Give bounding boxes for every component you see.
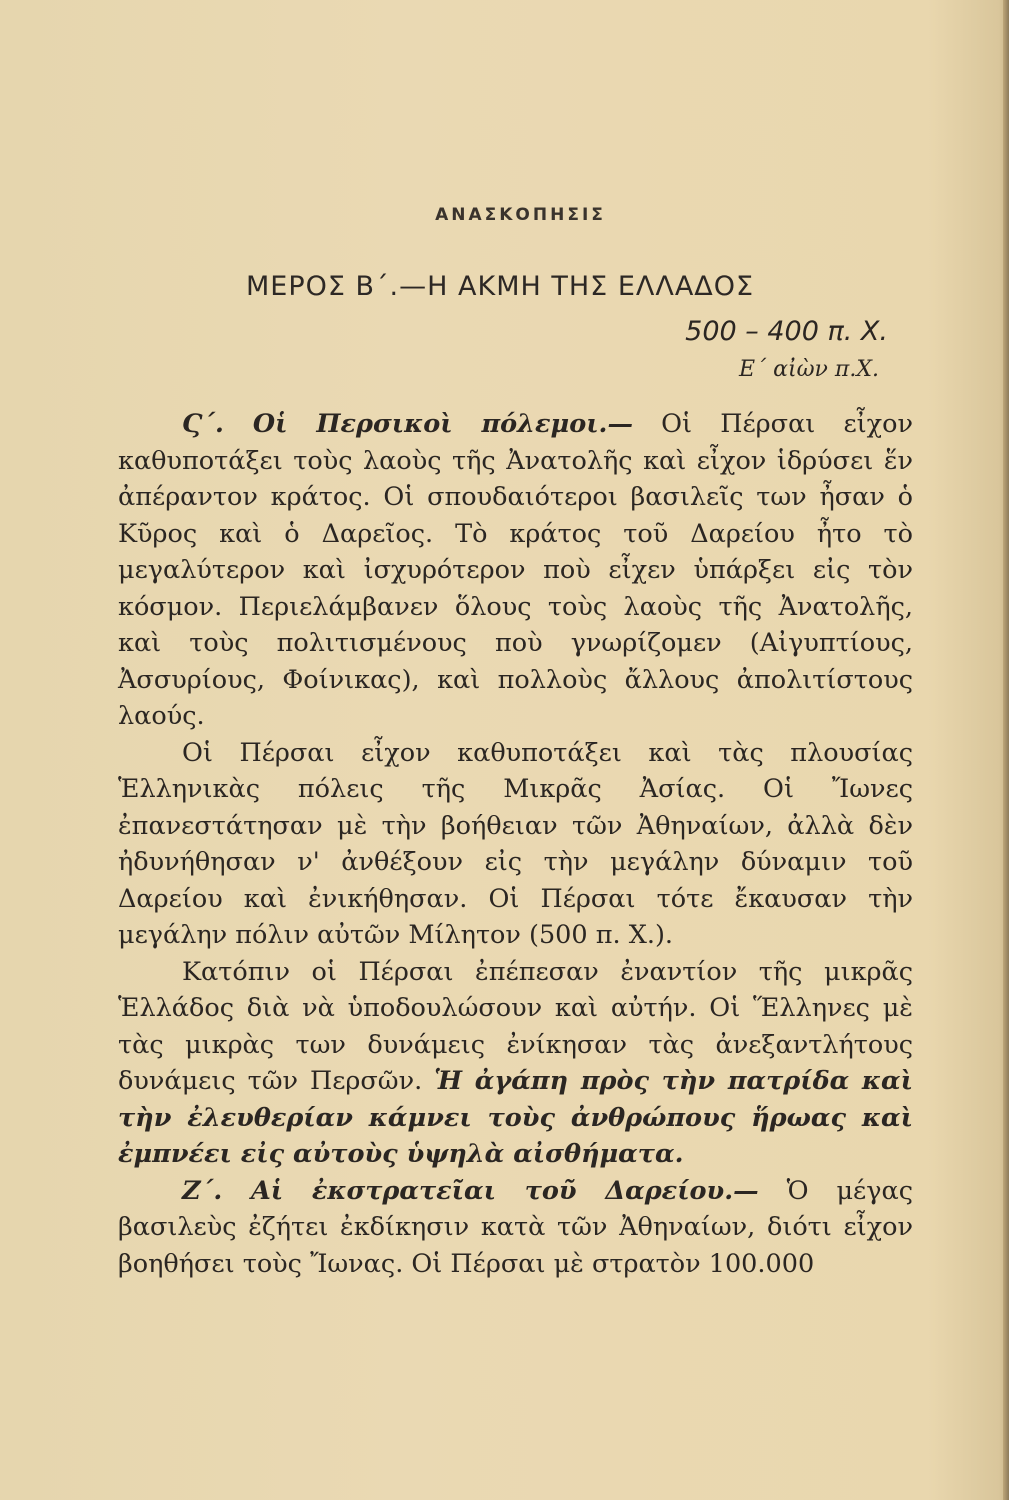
section-heading: Ϛ΄. Οἱ Περσικοὶ πόλεμοι.— — [182, 409, 633, 439]
paragraph-text: Οἱ Πέρσαι εἶχον καθυποτάξει τοὺς λαοὺς τῆς Ἀνατολῆς καὶ εἶχον ἱδρύσει ἕν ἀπέραντον κράτος. Οἱ σπουδαιότεροι βασιλεῖς των ἦσαν ὁ Κῦρος καὶ ὁ Δαρεῖος. Τὸ κράτος τοῦ Δαρείου ἦτο τὸ μεγαλύτερον καὶ ἰσχυρότερον ποὺ εἶχεν ὑπάρξει εἰς τὸν κόσμον. Περιελάμβανεν ὅλους τοὺς λαοὺς τῆς Ἀνατολῆς, καὶ τοὺς πολιτισμένους ποὺ γνωρίζομεν (Αἰγυπτίους, Ἀσσυρίους, Φοίνικας), καὶ πολλοὺς ἄλλους ἀπολιτίστους λαούς. — [118, 409, 913, 731]
paragraph — [118, 406, 913, 735]
date-range: 500 – 400 π. Χ. — [685, 316, 888, 347]
running-head: ΑΝΑΣΚΟΠΗΣΙΣ — [435, 205, 606, 225]
century-label: Ε΄ αἰὼν π.Χ. — [739, 357, 879, 382]
emphasized-text: Ἡ ἀγάπη πρὸς τὴν πατρίδα καὶ τὴν ἐλευθερίαν κάμνει τοὺς ἀνθρώπους ἥρωας καὶ ἐμπνέει εἰς αὐτοὺς ὑψηλὰ αἰσθήματα. — [118, 1066, 914, 1169]
page-content — [118, 205, 913, 1282]
paragraph: Οἱ Πέρσαι εἶχον καθυποτάξει καὶ τὰς πλουσίας Ἑλληνικὰς πόλεις τῆς Μικρᾶς Ἀσίας. Οἱ Ἴωνες ἐπανεστάτησαν μὲ τὴν βοήθειαν τῶν Ἀθηναίων, ἀλλὰ δὲν ἠδυνήθησαν ν' ἀνθέξουν εἰς τὴν μεγάλην δύναμιν τοῦ Δαρείου καὶ ἐνικήθησαν. Οἱ Πέρσαι τότε ἔκαυσαν τὴν μεγάλην πόλιν αὐτῶν Μίλητον (500 π. Χ.). — [118, 737, 913, 950]
paragraph — [118, 954, 913, 1173]
paragraph — [118, 1173, 913, 1283]
section-heading: Ζ΄. Αἱ ἐκστρατεῖαι τοῦ Δαρείου.— — [182, 1175, 759, 1206]
body-text — [118, 406, 913, 1282]
part-title: ΜΕΡΟΣ Β΄.—Η ΑΚΜΗ ΤΗΣ ΕΛΛΑΔΟΣ — [246, 271, 755, 302]
paragraph-text: Κατόπιν οἱ Πέρσαι ἐπέπεσαν ἐναντίον τῆς μικρᾶς Ἑλλάδος διὰ νὰ ὑποδουλώσουν καὶ αὐτήν. Οἱ Ἕλληνες μὲ τὰς μικρὰς των δυνάμεις ἐνίκησαν τὰς ἀνεξαντλήτους δυνάμεις τῶν Περσῶν. — [118, 956, 913, 1096]
paragraph-text: Ὁ μέγας βασιλεὺς ἐζήτει ἐκδίκησιν κατὰ τῶν Ἀθηναίων, διότι εἶχον βοηθήσει τοὺς Ἴωνας. Οἱ Πέρσαι μὲ στρατὸν 100.000 — [118, 1175, 913, 1279]
page-edge — [1003, 0, 1009, 1500]
